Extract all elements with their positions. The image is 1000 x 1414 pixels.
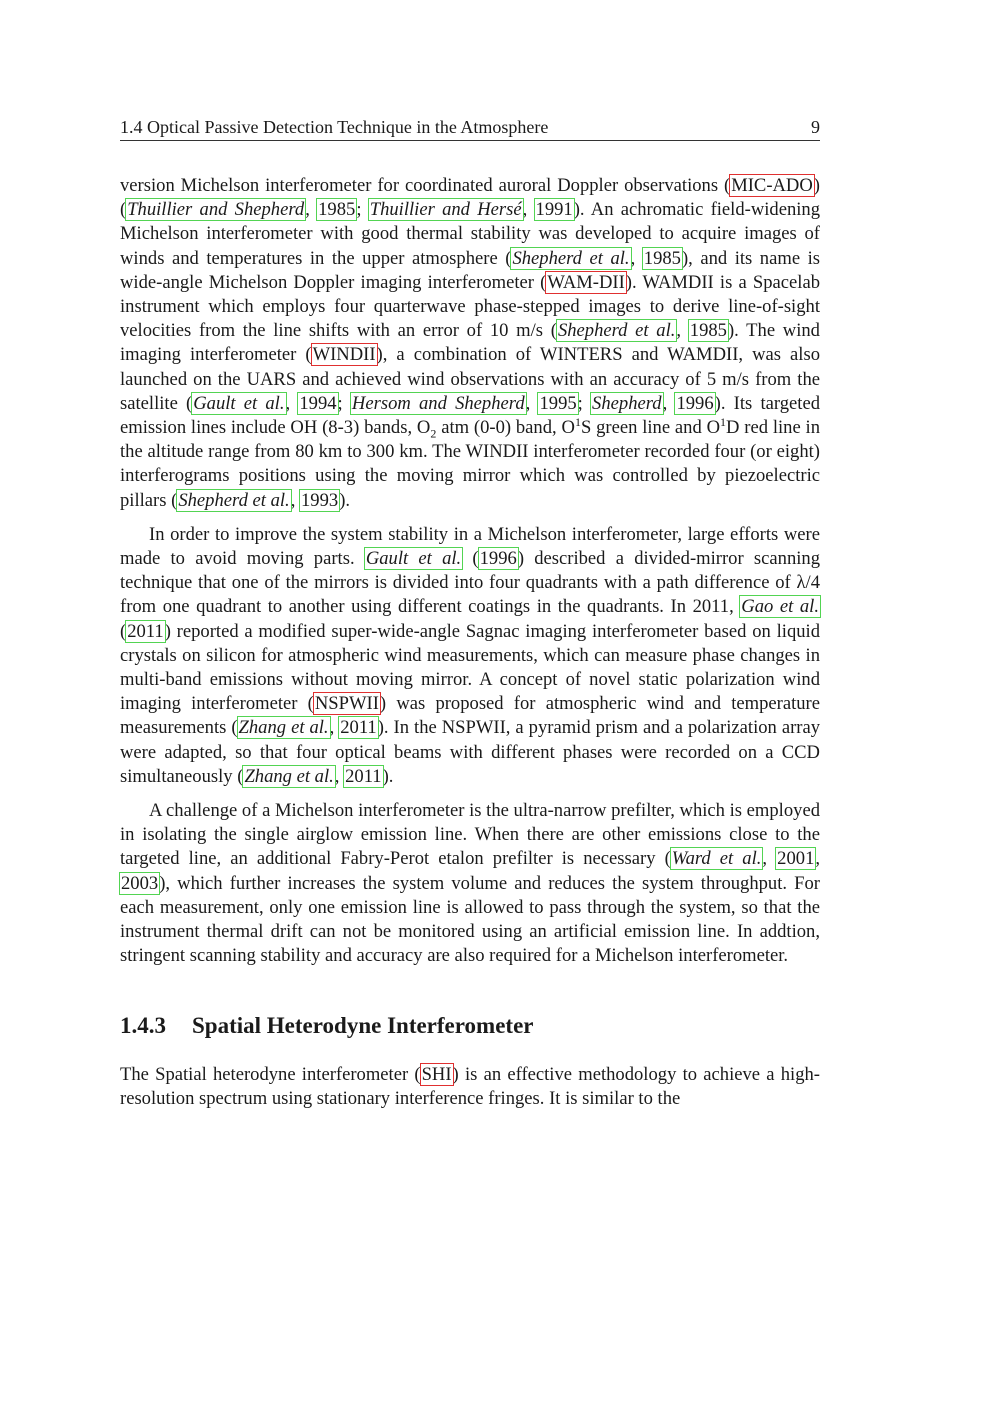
acronym-link-windii[interactable]: WINDII — [312, 344, 376, 366]
running-header — [120, 114, 820, 141]
paragraph-3: A challenge of a Michelson interferometer is the ultra-narrow prefilter, which is employed in isolating the single airglow emission line. When there are other emissions close to the targeted line, an additional Fabry-Perot etalon prefilter is necessary (Ward et al., 2001, 2003), which further increases the system volume and reduces the system throughput. For each measurement, only one emission line is allowed to pass through the system, so that the instrument thermal drift can not be monitored using an artificial emission line. In addtion, stringent scanning stability and accuracy are also required for a Michelson interferometer. — [120, 800, 821, 967]
citation-year-link[interactable]: 1994 — [299, 392, 337, 414]
citation-year-link[interactable]: 2011 — [127, 620, 164, 642]
citation-link-ward-et-al[interactable]: Ward et al. — [671, 848, 762, 870]
section-title: Spatial Heterodyne Interferometer — [192, 1012, 534, 1038]
acronym-link-shi[interactable]: SHI — [421, 1063, 452, 1085]
citation-link-zhang-et-al[interactable]: Zhang et al. — [244, 765, 334, 787]
section-number: 1.4.3 — [120, 1012, 166, 1038]
citation-link-shepherd[interactable]: Shepherd — [592, 392, 662, 414]
citation-link-gault-et-al[interactable]: Gault et al. — [365, 548, 462, 570]
citation-link-thuillier-shepherd[interactable]: Thuillier and Shepherd — [127, 199, 305, 221]
citation-link-shepherd-et-al[interactable]: Shepherd et al. — [178, 489, 290, 511]
citation-year-link[interactable]: 1985 — [689, 320, 727, 342]
acronym-link-micado[interactable]: MIC-ADO — [731, 175, 813, 196]
acronym-link-wamdii[interactable]: WAM-DII — [547, 271, 625, 293]
citation-link-thuillier-herse[interactable]: Thuillier and Hersé — [369, 199, 522, 221]
citation-link-zhang-et-al[interactable]: Zhang et al. — [238, 717, 329, 739]
running-header-title: 1.4 Optical Passive Detection Technique in the Atmosphere — [120, 117, 549, 137]
page-number: 9 — [811, 117, 820, 137]
citation-year-link[interactable]: 2003 — [121, 872, 159, 894]
paragraph-4: The Spatial heterodyne interferometer (SHI) is an effective methodology to achieve a high-resolution spectrum using stationary interference fringes. It is similar to the — [120, 1063, 820, 1109]
citation-link-shepherd-et-al[interactable]: Shepherd et al. — [557, 320, 676, 342]
citation-year-link[interactable]: 1995 — [539, 392, 577, 414]
paragraph-2: In order to improve the system stability in a Michelson interferometer, large efforts were made to avoid moving parts. Gault et al. (1996) described a divided-mirror scanning technique that one of the mirrors is divided into four quadrants with a path difference of λ/4 from one quadrant to another using different coatings in the quadrants. In 2011, Gao et al. (2011) reported a modified super-wide-angle Sagnac imaging interferometer based on liquid crystals on silicon for atmospheric wind measurements, which can measure phase changes in multi-band emissions without moving mirror. A concept of novel static polarization wind imaging interferometer (NSPWII) was proposed for atmospheric wind and temperature measurements (Zhang et al., 2011). In the NSPWII, a pyramid prism and a polarization array were adapted, so that four optical beams with different phases were recorded on a CCD simultaneously (Zhang et al., 2011). — [120, 523, 821, 787]
citation-year-link[interactable]: 2011 — [340, 717, 377, 739]
body-text — [120, 174, 820, 1121]
citation-link-gault-et-al[interactable]: Gault et al. — [193, 392, 285, 414]
citation-year-link[interactable]: 1996 — [479, 548, 517, 570]
section-heading — [120, 1011, 820, 1041]
citation-year-link[interactable]: 1985 — [643, 247, 681, 269]
citation-link-shepherd-et-al[interactable]: Shepherd et al. — [512, 247, 630, 269]
citation-year-link[interactable]: 1991 — [535, 199, 573, 221]
citation-year-link[interactable]: 2011 — [345, 765, 382, 787]
citation-year-link[interactable]: 1996 — [676, 392, 714, 414]
acronym-link-nspwii[interactable]: NSPWII — [314, 693, 379, 715]
paragraph-1: version Michelson interferometer for coordinated auroral Doppler observations (MIC-ADO) (Thuillier and Shepherd, 1985; Thuillier and Hersé, 1991). An achromatic field-widening Michelson interferometer with good thermal stability was developed to acquire images of winds and temperatures in the upper atmosphere (Shepherd et al., 1985), and its name is wide-angle Michelson Doppler imaging interferometer (WAM-DII). WAMDII is a Spacelab instrument which employs four quarterwave phase-stepped images to derive line-of-sight velocities from the line shifts with an error of 10 m/s (Shepherd et al., 1985). The wind imaging interferometer (WINDII), a combination of WINTERS and WAMDII, was also launched on the UARS and achieved wind observations with an accuracy of 5 m/s from the satellite (Gault et al., 1994; Hersom and Shepherd, 1995; Shepherd, 1996). Its targeted emission lines include OH (8-3) bands, $O_2$ atm (0-0) band, $O^1S$ green line and $O^1D$ red line in the altitude range from 80 km to 300 km. The WINDII interferometer recorded four (or eight) interferograms positions using the moving mirror which was controlled by piezoelectric pillars (Shepherd et al., 1993). — [120, 175, 821, 511]
citation-link-gao-et-al[interactable]: Gao et al. — [741, 596, 819, 618]
citation-year-link[interactable]: 2001 — [777, 848, 815, 870]
citation-year-link[interactable]: 1993 — [301, 489, 339, 511]
citation-year-link[interactable]: 1985 — [318, 199, 356, 221]
citation-link-hersom-shepherd[interactable]: Hersom and Shepherd — [351, 392, 525, 414]
